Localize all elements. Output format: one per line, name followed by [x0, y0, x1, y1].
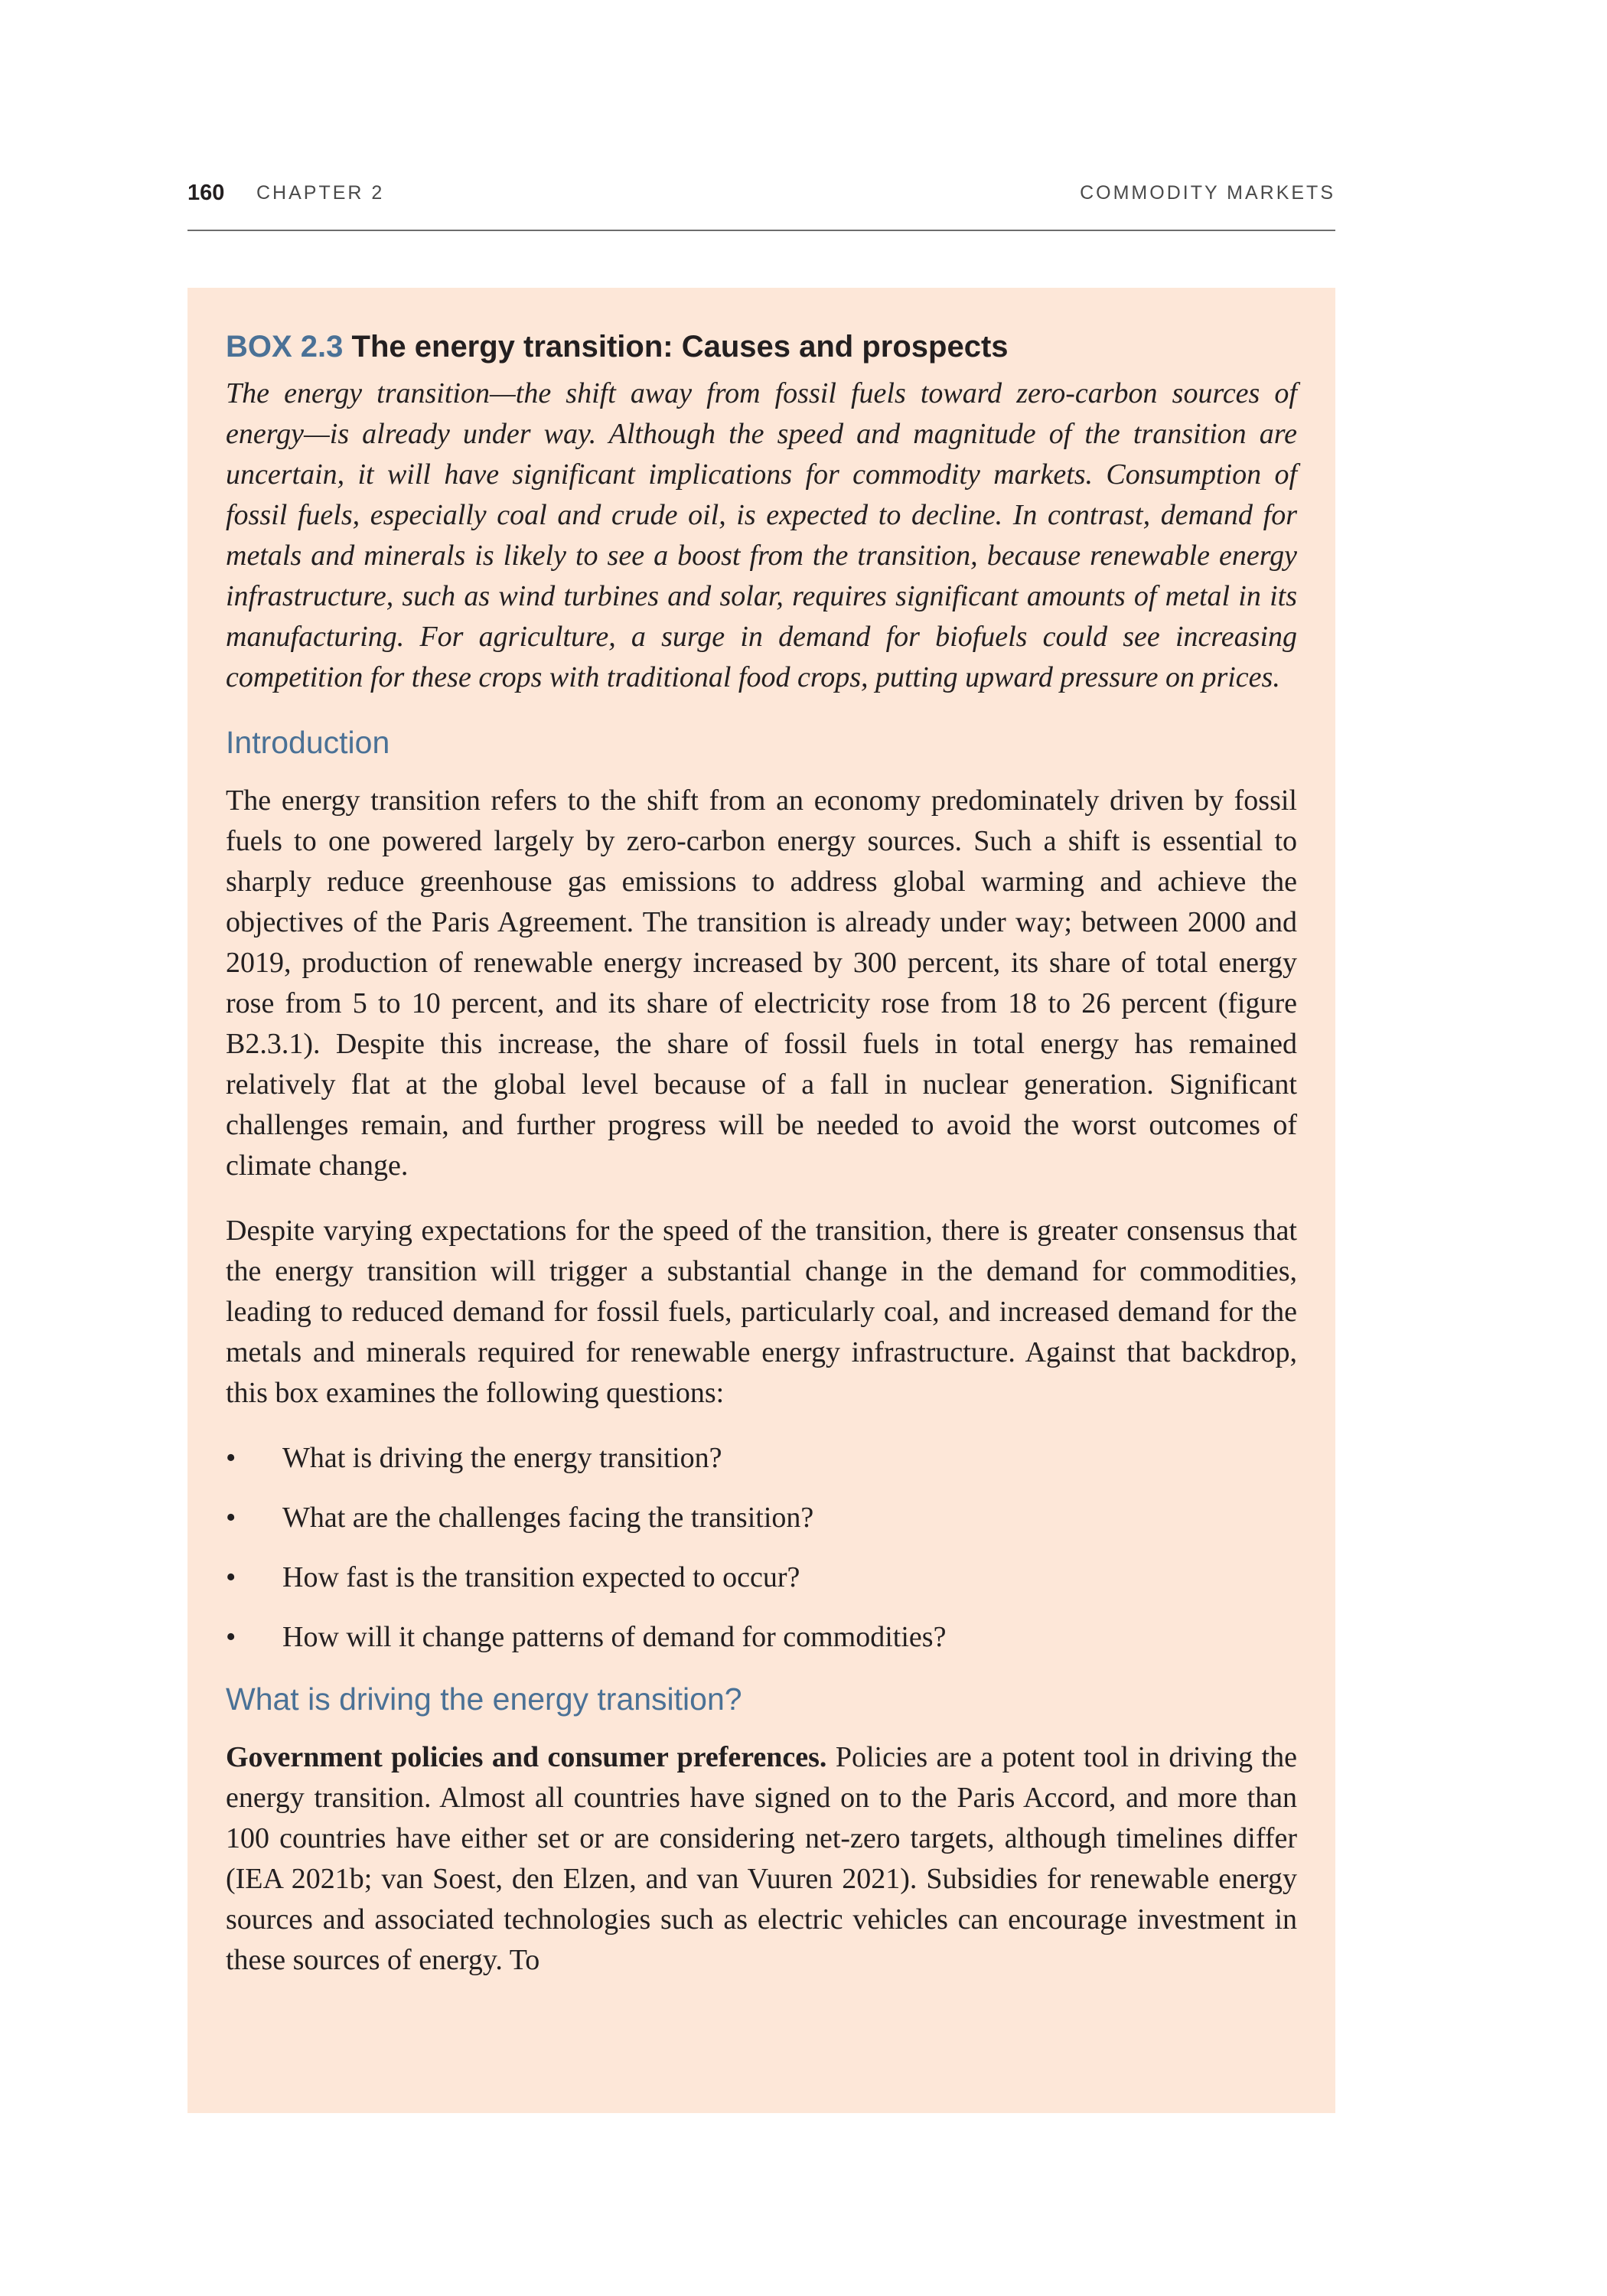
- drivers-text: Policies are a potent tool in driving the energy transition. Almost all countries have signed on to the Paris Accord, and more than 100 countries have either set or are considering net-zero targets, although timelines differ (IEA 2021b; van Soest, den Elzen, and van Vuuren 2021). Subsidies for renewable energy sources and associated technologies such as electric vehicles can encourage investment in these sources of energy. To: [226, 1741, 1297, 1976]
- list-item-text: What is driving the energy transition?: [282, 1442, 722, 1474]
- question-list: [226, 1438, 1297, 1658]
- list-item: [226, 1557, 1297, 1598]
- page-number: 160: [187, 181, 225, 205]
- box-title: [226, 328, 1297, 366]
- list-item: [226, 1438, 1297, 1479]
- box-abstract: The energy transition—the shift away from fossil fuels toward zero-carbon sources of energy—is already under way. Although the speed and magnitude of the transition are uncertain, it will have significant implications for commodity markets. Consumption of fossil fuels, especially coal and crude oil, is expected to decline. In contrast, demand for metals and minerals is likely to see a boost from the transition, because renewable energy infrastructure, such as wind turbines and solar, requires significant amounts of metal in its manufacturing. For agriculture, a surge in demand for biofuels could see increasing competition for these crops with traditional food crops, putting upward pressure on prices.: [226, 377, 1297, 693]
- box-panel: [187, 288, 1335, 2113]
- list-item-text: How will it change patterns of demand for commodities?: [282, 1621, 947, 1653]
- section-heading-drivers: What is driving the energy transition?: [226, 1681, 742, 1717]
- drivers-lead: Government policies and consumer preferences.: [226, 1741, 827, 1773]
- header-rule: [187, 230, 1335, 231]
- box-heading: The energy transition: Causes and prospects: [351, 330, 1009, 364]
- section-heading-introduction: Introduction: [226, 725, 390, 760]
- list-item: [226, 1498, 1297, 1538]
- section-label: COMMODITY MARKETS: [1080, 182, 1335, 204]
- list-item-text: What are the challenges facing the transition?: [282, 1502, 814, 1534]
- list-item-text: How fast is the transition expected to occur?: [282, 1561, 800, 1593]
- running-header: [187, 181, 1335, 211]
- list-item: [226, 1617, 1297, 1658]
- chapter-label: CHAPTER 2: [256, 182, 385, 204]
- bullet-icon: •: [226, 1442, 236, 1474]
- bullet-icon: •: [226, 1502, 236, 1534]
- bullet-icon: •: [226, 1621, 236, 1653]
- box-content: [226, 328, 1297, 2005]
- drivers-paragraph: [226, 1737, 1297, 1981]
- intro-paragraph-2: Despite varying expectations for the speed of the transition, there is greater consensus that the energy transition will trigger a substantial change in the demand for commodities, leading to reduced demand for fossil fuels, particularly coal, and increased demand for the metals and minerals required for renewable energy infrastructure. Against that backdrop, this box examines the following questions:: [226, 1215, 1297, 1409]
- bullet-icon: •: [226, 1561, 236, 1593]
- box-label: BOX 2.3: [226, 330, 344, 364]
- intro-paragraph-1: The energy transition refers to the shift from an economy predominately driven by fossil fuels to one powered largely by zero-carbon energy sources. Such a shift is essential to sharply reduce greenhouse gas emissions to address global warming and achieve the objectives of the Paris Agreement. The transition is already under way; between 2000 and 2019, production of renewable energy increased by 300 percent, its share of total energy rose from 5 to 10 percent, and its share of electricity rose from 18 to 26 percent (figure B2.3.1). Despite this increase, the share of fossil fuels in total energy has remained relatively flat at the global level because of a fall in nuclear generation. Significant challenges remain, and further progress will be needed to avoid the worst outcomes of climate change.: [226, 784, 1297, 1182]
